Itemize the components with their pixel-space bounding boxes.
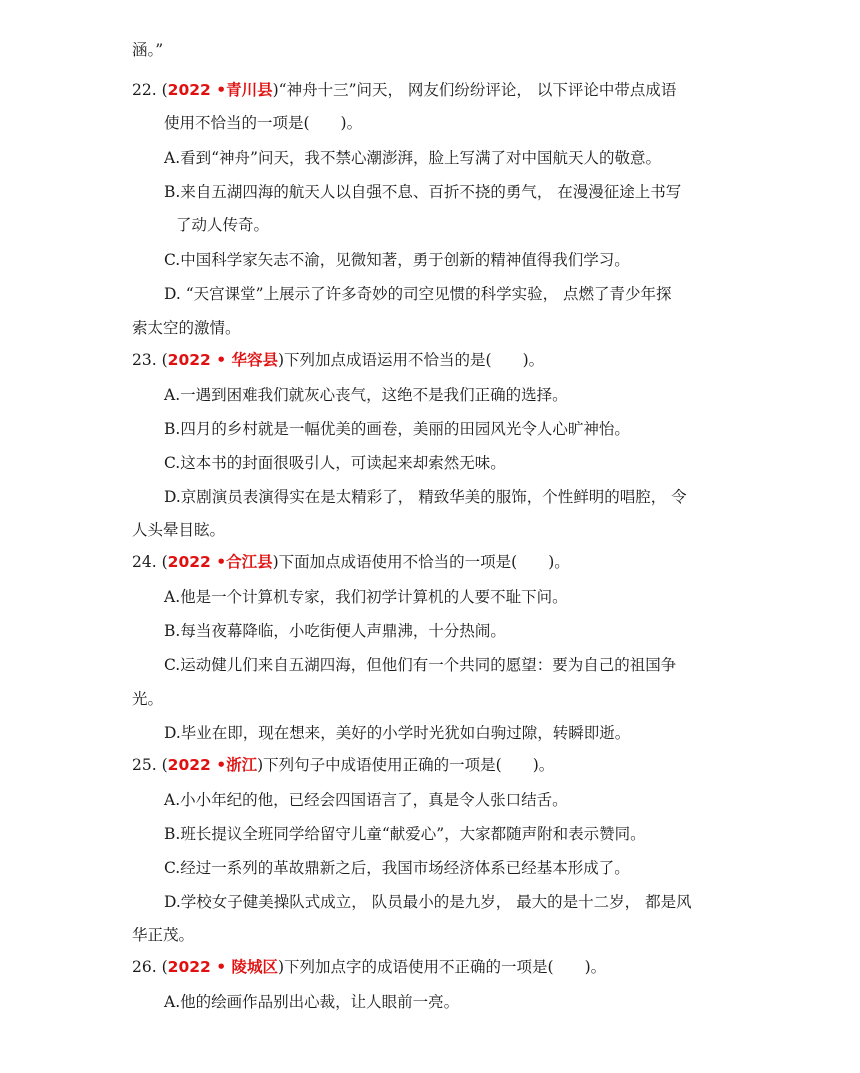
q23-option-d-cont: 人头晕目眩。: [132, 521, 226, 539]
question-stem: )下列句子中成语使用正确的一项是( )。: [257, 756, 555, 774]
q25-option-d-cont: 华正茂。: [132, 926, 195, 944]
question-source: 2022 •合江县: [167, 553, 273, 571]
question-number: 25.: [132, 756, 157, 774]
q22-option-b-cont: 了动人传奇。: [176, 216, 270, 234]
question-source: 2022 • 华容县: [167, 351, 278, 369]
question-stem: )“神舟十三”问天， 网友们纷纷评论， 以下评论中带点成语: [272, 81, 677, 99]
q22-option-a: A.看到“神舟”问天，我不禁心潮澎湃，脸上写满了对中国航天人的敬意。: [164, 149, 661, 167]
q24-option-c-cont: 光。: [132, 690, 164, 708]
question-number: 24.: [132, 553, 157, 571]
question-24-header: 24. (2022 •合江县)下面加点成语使用不恰当的一项是( )。: [132, 553, 570, 571]
question-source: 2022 •青川县: [167, 81, 273, 99]
q23-option-d: D.京剧演员表演得实在是太精彩了， 精致华美的服饰，个性鲜明的唱腔， 令: [164, 488, 687, 506]
q23-option-b: B.四月的乡村就是一幅优美的画卷，美丽的田园风光令人心旷神怡。: [164, 420, 630, 438]
q25-option-d: D.学校女子健美操队式成立， 队员最小的是九岁， 最大的是十二岁， 都是风: [164, 893, 692, 911]
question-number: 22.: [132, 81, 157, 99]
q22-option-d: D. “天宫课堂”上展示了许多奇妙的司空见惯的科学实验， 点燃了青少年探: [164, 285, 672, 303]
q22-option-c: C.中国科学家矢志不渝，见微知著，勇于创新的精神值得我们学习。: [164, 251, 630, 269]
q23-option-a: A.一遇到困难我们就灰心丧气，这绝不是我们正确的选择。: [164, 386, 568, 404]
q24-option-d: D.毕业在即，现在想来，美好的小学时光犹如白驹过隙，转瞬即逝。: [164, 724, 631, 742]
question-source: 2022 • 陵城区: [167, 958, 278, 976]
q26-option-a: A.他的绘画作品别出心裁，让人眼前一亮。: [164, 993, 460, 1011]
question-source: 2022 •浙江: [167, 756, 258, 774]
q24-option-c: C.运动健儿们来自五湖四海，但他们有一个共同的愿望：要为自己的祖国争: [164, 656, 677, 674]
q25-option-c: C.经过一系列的革故鼎新之后，我国市场经济体系已经基本形成了。: [164, 859, 630, 877]
question-number: 23.: [132, 351, 157, 369]
q23-option-c: C.这本书的封面很吸引人，可读起来却索然无味。: [164, 454, 506, 472]
q22-option-b: B.来自五湖四海的航天人以自强不息、百折不挠的勇气， 在漫漫征途上书写: [164, 183, 682, 201]
question-number: 26.: [132, 958, 157, 976]
previous-text-tail: 涵。”: [132, 41, 164, 59]
question-26-header: 26. (2022 • 陵城区)下列加点字的成语使用不正确的一项是( )。: [132, 958, 607, 976]
q24-option-b: B.每当夜幕降临，小吃街便人声鼎沸，十分热闹。: [164, 622, 506, 640]
q22-option-d-cont: 索太空的激情。: [132, 319, 241, 337]
question-23-header: 23. (2022 • 华容县)下列加点成语运用不恰当的是( )。: [132, 351, 545, 369]
question-stem: )下列加点成语运用不恰当的是( )。: [278, 351, 545, 369]
question-22-stem-cont: 使用不恰当的一项是( )。: [164, 114, 363, 132]
question-stem: )下面加点成语使用不恰当的一项是( )。: [272, 553, 570, 571]
q25-option-a: A.小小年纪的他，已经会四国语言了，真是令人张口结舌。: [164, 791, 568, 809]
q25-option-b: B.班长提议全班同学给留守儿童“献爱心”，大家都随声附和表示赞同。: [164, 825, 646, 843]
q24-option-a: A.他是一个计算机专家，我们初学计算机的人要不耻下问。: [164, 588, 568, 606]
question-25-header: 25. (2022 •浙江)下列句子中成语使用正确的一项是( )。: [132, 756, 555, 774]
question-22-header: 22. (2022 •青川县)“神舟十三”问天， 网友们纷纷评论， 以下评论中带点成语: [132, 81, 677, 99]
question-stem: )下列加点字的成语使用不正确的一项是( )。: [278, 958, 607, 976]
